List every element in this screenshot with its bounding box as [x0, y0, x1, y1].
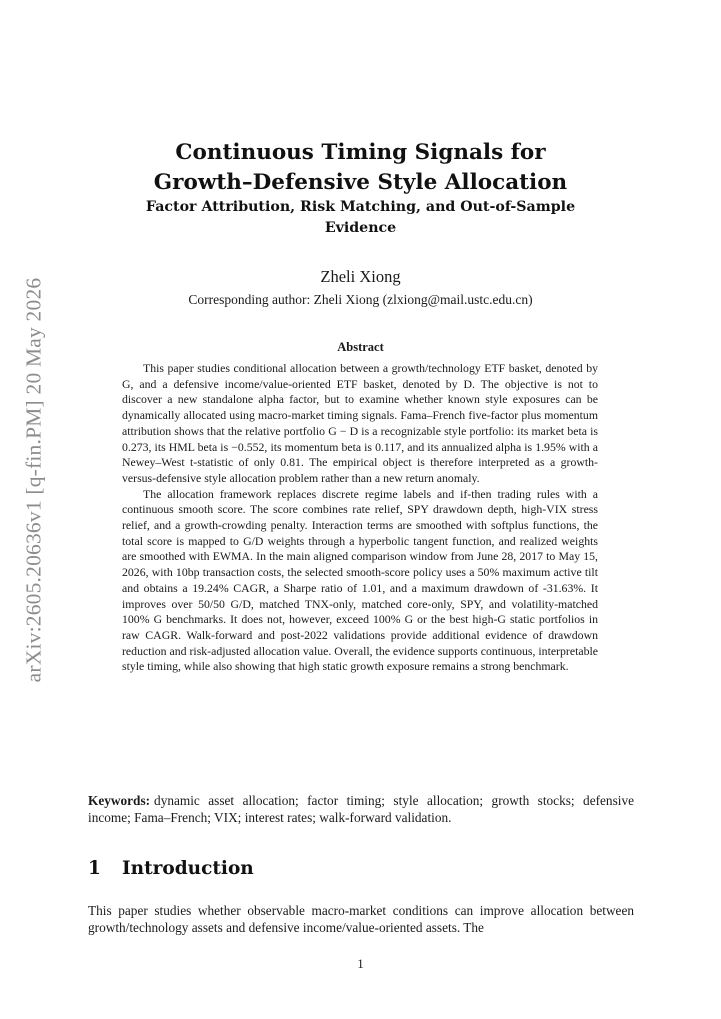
abstract-body: [122, 361, 598, 675]
section-heading-introduction: [88, 856, 254, 882]
abstract-paragraph-1: This paper studies conditional allocation between a growth/technology ETF basket, denoted by G, and a defensive income/value-oriented ETF basket, denoted by D. The objective is not to discover a new standalone alpha factor, but to examine whether known style exposures can be dynamically allocated using macro-market timing signals. Fama–French five-factor plus momentum attribution shows that the relative portfolio G − D is a recognizable style portfolio: its market beta is 0.273, its HML beta is −0.552, its momentum beta is 0.117, and its annualized alpha is 1.95% with a Newey–West t-statistic of only 0.81. The empirical object is therefore interpreted as a growth-versus-defensive style allocation problem rather than a new return anomaly.: [122, 361, 598, 485]
paper-title-line-2: Growth–Defensive Style Allocation: [153, 170, 568, 195]
page-number: 1: [357, 956, 364, 971]
keywords-text: dynamic asset allocation; factor timing; style allocation; growth stocks; defensive income; Fama–French; VIX; interest rates; walk-forward validation.: [88, 793, 634, 826]
section-title: Introduction: [122, 858, 254, 879]
arxiv-identifier-stamp: arXiv:2605.20636v1 [q-fin.PM] 20 May 2026: [21, 277, 46, 683]
paper-title-line-1: Continuous Timing Signals for: [175, 140, 546, 165]
introduction-paragraph: This paper studies whether observable macro-market conditions can improve allocation between growth/technology assets and defensive income/value-oriented assets. The: [88, 903, 634, 936]
author-name: Zheli Xiong: [320, 267, 401, 286]
keywords-block: [88, 792, 634, 826]
abstract-heading: Abstract: [337, 340, 384, 354]
corresponding-author: Corresponding author: Zheli Xiong (zlxiong@mail.ustc.edu.cn): [188, 292, 533, 307]
paper-subtitle: Factor Attribution, Risk Matching, and Out-of-Sample Evidence: [145, 199, 576, 236]
keywords-label: Keywords:: [88, 793, 151, 808]
section-number: 1: [88, 858, 101, 879]
abstract-paragraph-2: The allocation framework replaces discrete regime labels and if-then trading rules with a continuous smooth score. The score combines rate relief, SPY drawdown depth, high-VIX stress relief, and a growth-crowding penalty. Interaction terms are smoothed with softplus functions, the total score is mapped to G/D weights through a hyperbolic tangent function, and realized weights are smoothed with EWMA. In the main aligned comparison window from June 28, 2017 to May 15, 2026, with 10bp transaction costs, the selected smooth-score policy uses a 50% maximum active tilt and obtains a 19.24% CAGR, a Sharpe ratio of 1.01, and a maximum drawdown of -31.63%. It improves over 50/50 G/D, matched TNX-only, matched core-only, SPY, and volatility-matched 100% G benchmarks. It does not, however, exceed 100% G or the best high-G static portfolios in raw CAGR. Walk-forward and post-2022 validations provide additional evidence of drawdown reduction and risk-adjusted allocation value. Overall, the evidence supports continuous, interpretable style timing, while also showing that high static growth exposure remains a strong benchmark.: [122, 486, 598, 674]
